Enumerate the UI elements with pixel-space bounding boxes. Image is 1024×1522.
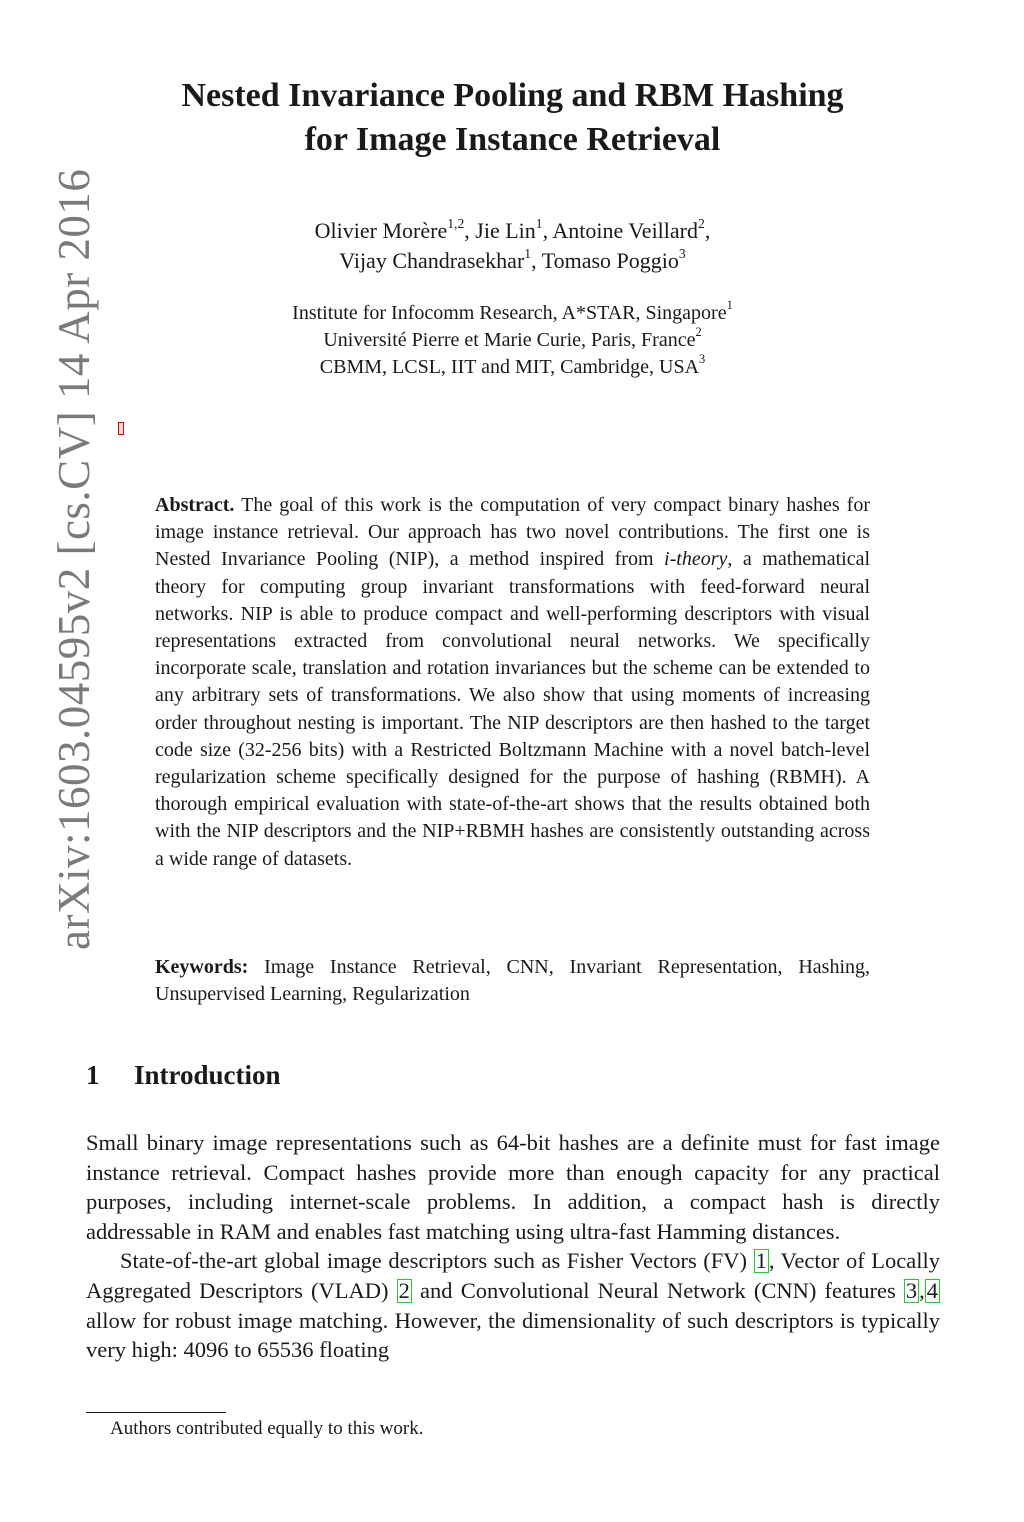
author-separator: , bbox=[531, 248, 542, 273]
keywords-label: Keywords: bbox=[155, 956, 249, 978]
title-line-1: Nested Invariance Pooling and RBM Hashing bbox=[181, 77, 844, 114]
author-line-1 bbox=[90, 216, 935, 246]
author-affiliation-mark: 1 bbox=[524, 245, 532, 261]
author-separator: , bbox=[464, 218, 476, 243]
intro-p2-text-d: allow for robust image matching. However, the dimensionality of such descriptors is typically very high: 4096 to 65536 floating bbox=[86, 1307, 940, 1363]
abstract-label: Abstract. bbox=[155, 494, 235, 516]
intro-p2-text-b: , Vector of Locally Aggregated Descriptors (VLAD) bbox=[86, 1248, 941, 1303]
author-affiliation-mark: 2 bbox=[698, 215, 705, 231]
author-separator: , bbox=[542, 218, 553, 243]
abstract-italic-term: i-theory bbox=[664, 548, 728, 571]
author-affiliation-mark: 3 bbox=[678, 245, 686, 261]
affiliation-text: Institute for Infocomm Research, A*STAR, Singapore bbox=[292, 302, 727, 324]
author-affiliation-mark: 1 bbox=[535, 215, 543, 231]
author-affiliation-mark: 1,2 bbox=[447, 215, 465, 231]
author-separator: , bbox=[704, 218, 711, 243]
footnote: Authors contributed equally to this work. bbox=[110, 1418, 424, 1439]
citation-link[interactable]: 2 bbox=[398, 1277, 410, 1303]
abstract bbox=[155, 492, 870, 873]
section-heading bbox=[86, 1060, 281, 1091]
keywords-text: Image Instance Retrieval, CNN, Invariant Representation, Hashing, Unsupervised Learning, Regularization bbox=[155, 956, 870, 1006]
arxiv-identifier: arXiv:1603.04595v2 [cs.CV] 14 Apr 2016 bbox=[49, 168, 99, 950]
paper-title bbox=[90, 74, 935, 162]
affiliation-list bbox=[90, 300, 935, 381]
affiliation-line bbox=[90, 354, 935, 381]
affiliation-text: CBMM, LCSL, IIT and MIT, Cambridge, USA bbox=[319, 356, 700, 378]
affiliation-text: Université Pierre et Marie Curie, Paris, France bbox=[323, 329, 696, 351]
citation-link[interactable]: 4 bbox=[926, 1277, 939, 1303]
intro-p2-text-a: State-of-the-art global image descriptors such as Fisher Vectors (FV) bbox=[120, 1248, 754, 1274]
affiliation-line bbox=[90, 300, 935, 327]
author-name: Antoine Veillard bbox=[552, 218, 698, 243]
author-list bbox=[90, 216, 935, 276]
intro-p2-text-c: and Convolutional Neural Network (CNN) features bbox=[411, 1277, 904, 1303]
section-number: 1 bbox=[86, 1060, 100, 1090]
introduction-body bbox=[86, 1128, 940, 1365]
title-line-2: for Image Instance Retrieval bbox=[304, 121, 721, 158]
citation-link[interactable]: 1 bbox=[755, 1248, 767, 1274]
citation-link[interactable]: 3 bbox=[905, 1277, 918, 1303]
affiliation-line bbox=[90, 327, 935, 354]
author-name: Jie Lin bbox=[475, 218, 536, 243]
intro-paragraph-2 bbox=[86, 1246, 940, 1364]
section-title: Introduction bbox=[134, 1060, 281, 1090]
author-name: Vijay Chandrasekhar bbox=[339, 248, 525, 273]
affiliation-mark: 3 bbox=[699, 352, 706, 367]
abstract-text-2: , a mathematical theory for computing group invariant transformations with feed-forward neural networks. NIP is able to produce compact and well-performing descriptors with visual representations extracted from convolutional neural networks. We specifically incorporate scale, translation and rotation invariances but the scheme can be extended to any arbitrary sets of transformations. We also show that using moments of increasing order throughout nesting is important. The NIP descriptors are then hashed to the target code size (32-256 bits) with a Restricted Boltzmann Machine with a novel batch-level regularization scheme specifically designed for the purpose of hashing (RBMH). A thorough empirical evaluation with state-of-the-art shows that the results obtained both with the NIP descriptors and the NIP+RBMH hashes are consistently outstanding across a wide range of datasets. bbox=[155, 548, 870, 870]
author-name: Tomaso Poggio bbox=[541, 248, 679, 273]
author-name: Olivier Morère bbox=[314, 218, 448, 243]
affiliation-mark: 1 bbox=[726, 298, 733, 313]
affiliation-mark: 2 bbox=[695, 325, 702, 340]
intro-paragraph-1: Small binary image representations such as 64-bit hashes are a definite must for fast image instance retrieval. Compact hashes provide more than enough capacity for any practical purposes, including internet-scale problems. In addition, a compact hash is directly addressable in RAM and enables fast matching using ultra-fast Hamming distances. bbox=[86, 1130, 940, 1244]
author-line-2 bbox=[90, 246, 935, 276]
footnote-divider bbox=[86, 1412, 226, 1413]
red-annotation-marker bbox=[118, 422, 124, 435]
citation-separator: , bbox=[919, 1277, 925, 1303]
abstract-text-1: The goal of this work is the computation of very compact binary hashes for image instance retrieval. Our approach has two novel contributions. The first one is Nested Invariance Pooling (NIP), a method inspired from bbox=[155, 494, 870, 571]
keywords bbox=[155, 954, 870, 1008]
